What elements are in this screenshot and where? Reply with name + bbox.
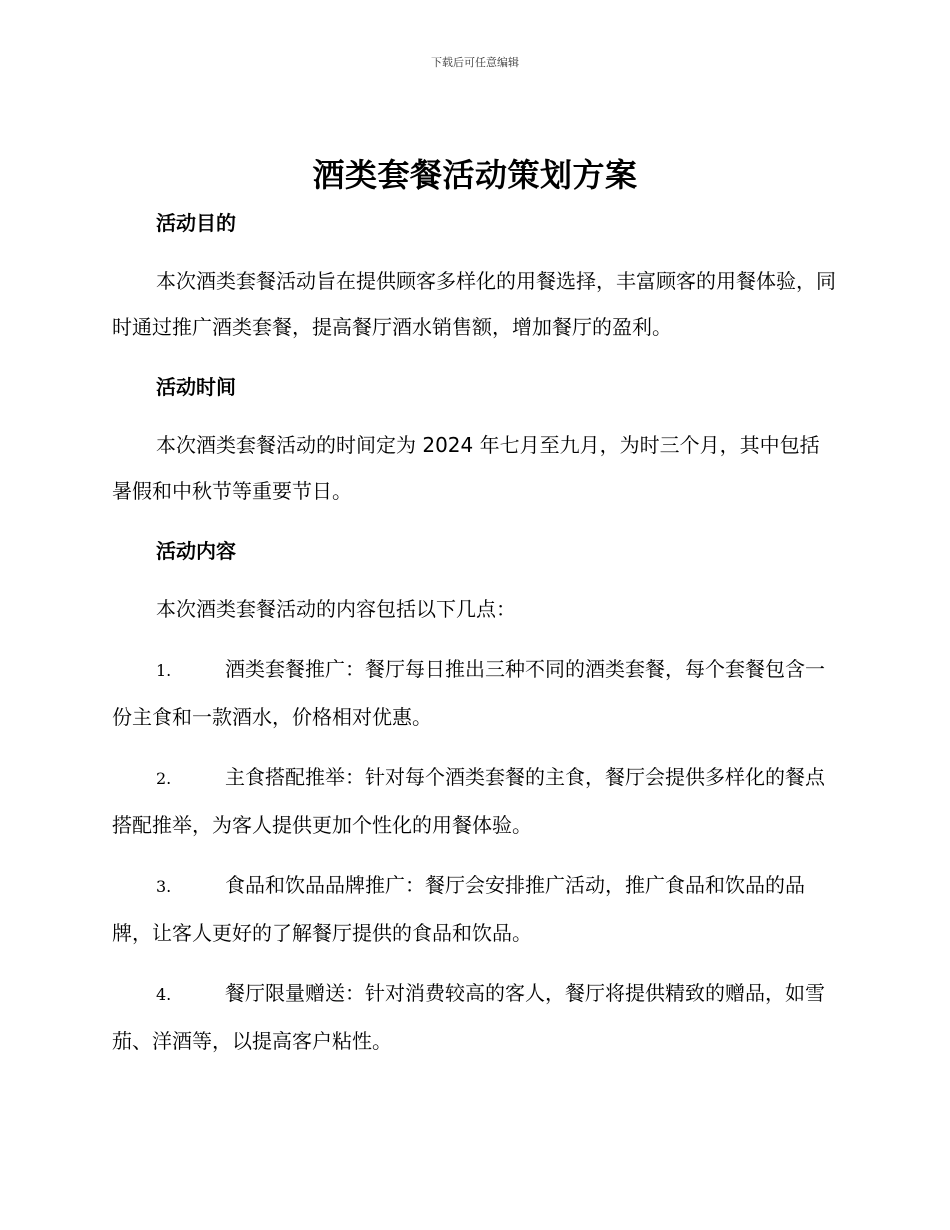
document-body	[112, 200, 837, 1064]
list-item	[112, 646, 837, 740]
list-item-number: 2.	[156, 769, 172, 788]
paragraph-content-intro: 本次酒类套餐活动的内容包括以下几点：	[156, 597, 516, 621]
list-item-number: 4.	[156, 985, 172, 1004]
list-item-text: 食品和饮品品牌推广：餐厅会安排推广活动，推广食品和饮品的品牌，让客人更好的了解餐厅提供的食品和饮品。	[112, 873, 805, 945]
list-item-text: 主食搭配推举：针对每个酒类套餐的主食，餐厅会提供多样化的餐点搭配推举，为客人提供更加个性化的用餐体验。	[112, 765, 825, 837]
list-item-number: 3.	[156, 877, 172, 896]
list-item	[112, 862, 837, 956]
list-item-number: 1.	[156, 661, 172, 680]
list-item-text: 酒类套餐推广：餐厅每日推出三种不同的酒类套餐，每个套餐包含一份主食和一款酒水，价格相对优惠。	[112, 657, 825, 729]
paragraph-time: 本次酒类套餐活动的时间定为 2024 年七月至九月，为时三个月，其中包括暑假和中秋节等重要节日。	[112, 433, 820, 503]
page-header-note: 下载后可任意编辑	[431, 56, 519, 69]
list-item	[112, 754, 837, 848]
section-heading-time: 活动时间	[156, 375, 236, 399]
section-heading-purpose: 活动目的	[156, 211, 236, 235]
document-title: 酒类套餐活动策划方案	[312, 156, 638, 194]
section-heading-content: 活动内容	[156, 539, 236, 563]
paragraph-purpose: 本次酒类套餐活动旨在提供顾客多样化的用餐选择，丰富顾客的用餐体验，同时通过推广酒类套餐，提高餐厅酒水销售额，增加餐厅的盈利。	[112, 269, 836, 339]
list-item	[112, 970, 837, 1064]
list-item-text: 餐厅限量赠送：针对消费较高的客人，餐厅将提供精致的赠品，如雪茄、洋酒等，以提高客户粘性。	[112, 981, 825, 1053]
